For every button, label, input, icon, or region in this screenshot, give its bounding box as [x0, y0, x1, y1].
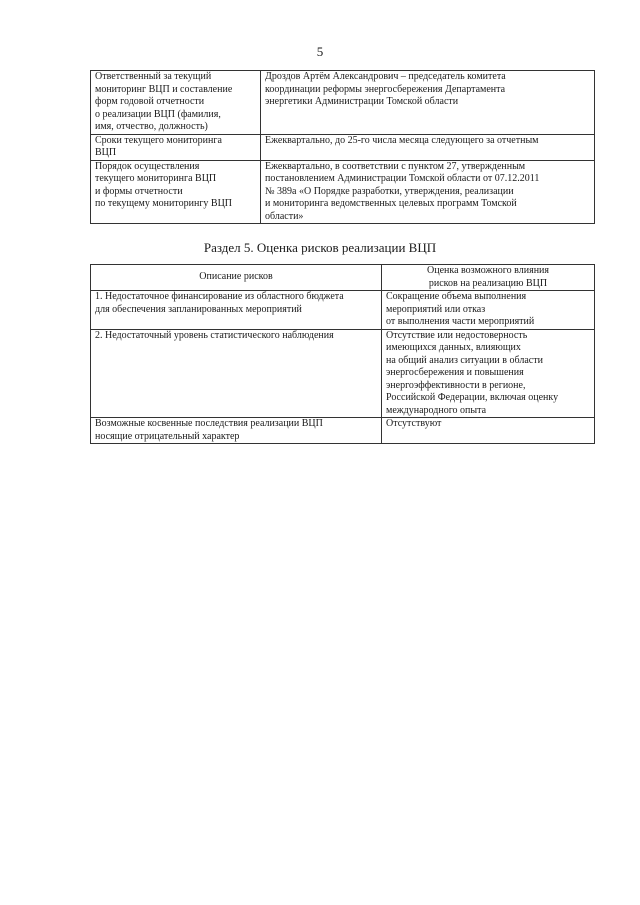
row-label: Ответственный за текущий мониторинг ВЦП и составление форм годовой отчетности о реализации ВЦП (фамилия, имя, отчество, должность)	[91, 71, 261, 135]
row-value: Ежеквартально, до 25-го числа месяца следующего за отчетным	[261, 134, 595, 160]
row-label: Порядок осуществления текущего мониторинга ВЦП и формы отчетности по текущему мониторингу ВЦП	[91, 160, 261, 224]
table-header-row	[91, 265, 595, 291]
table-row	[91, 160, 595, 224]
page-number: 5	[316, 44, 324, 59]
risk-table	[90, 264, 595, 444]
table-row	[91, 418, 595, 444]
impact-cell: Отсутствие или недостоверность имеющихся данных, влияющих на общий анализ ситуации в области энергосбережения и повышения энергоэффективности в регионе, Российской Федерации, включая оценку международного опыта	[382, 329, 595, 418]
row-label: Сроки текущего мониторинга ВЦП	[91, 134, 261, 160]
risk-cell: 1. Недостаточное финансирование из областного бюджета для обеспечения запланированных мероприятий	[91, 291, 382, 330]
column-header-impact: Оценка возможного влияния рисков на реализацию ВЦП	[382, 265, 595, 291]
row-value: Дроздов Артём Александрович – председатель комитета координации реформы энергосбережения Департамента энергетики Администрации Томской области	[261, 71, 595, 135]
table-row	[91, 134, 595, 160]
risk-cell: Возможные косвенные последствия реализации ВЦП носящие отрицательный характер	[91, 418, 382, 444]
table-row	[91, 329, 595, 418]
table-row	[91, 71, 595, 135]
monitoring-table	[90, 70, 595, 224]
column-header-risks: Описание рисков	[91, 265, 382, 291]
row-value: Ежеквартально, в соответствии с пунктом 27, утвержденным постановлением Администрации Томской области от 07.12.2011 № 389а «О Порядке разработки, утверждения, реализации и мониторинга ведомственных целевых программ Томской области»	[261, 160, 595, 224]
table-row	[91, 291, 595, 330]
impact-cell: Отсутствуют	[382, 418, 595, 444]
risk-cell: 2. Недостаточный уровень статистического наблюдения	[91, 329, 382, 418]
impact-cell: Сокращение объема выполнения мероприятий или отказ от выполнения части мероприятий	[382, 291, 595, 330]
section-title: Раздел 5. Оценка рисков реализации ВЦП	[203, 240, 437, 255]
